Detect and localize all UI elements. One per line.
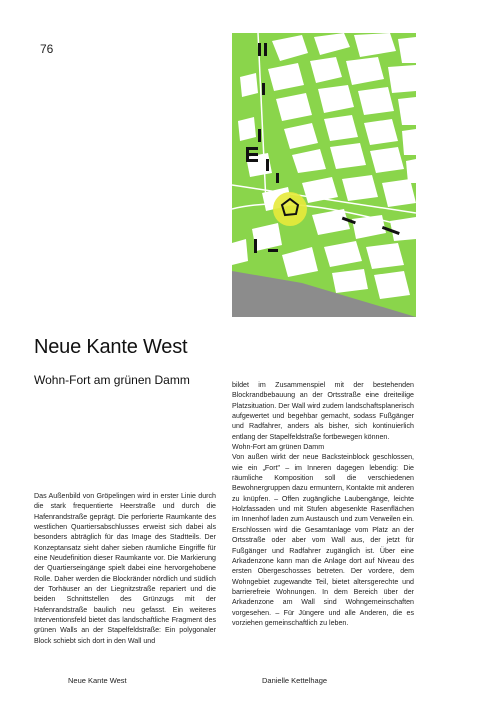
footer-author: Danielle Kettelhage [262,676,328,685]
site-map-drawing [232,33,416,317]
body-paragraph-left: Das Außenbild von Gröpelingen wird in erster Linie durch die stark frequentierte Heerstraße und durch die Hafenrandstraße geprägt. Die perforierte Raumkante des westlichen Quartiersabschlusses erweist sich dabei als besonders abträglich für das Image des Stadtteils. Der Konzeptansatz sieht daher sieben räumliche Eingriffe für eine Neudefinition dieser Raumkante vor. Die Markierung der Quartierseingänge spielt dabei eine hervorgehobene Rolle. Daher werden die Blockränder nördlich und südlich der Torhäuser an der Liegnitzstraße repariert und die beiden Schnittstellen des Grünzugs mit der Hafenrandstraße baulich neu gefasst. Ein weiteres Interventionsfeld bietet das landschaftliche Fragment des grünen Walls an der Stapelfeldstraße: Ein polygonaler Block schiebt sich dort in den Wall und [34,492,216,645]
page-number: 76 [40,42,54,56]
article-title: Neue Kante West [34,336,188,358]
text-column-left [34,491,216,646]
text-column-right [232,380,414,628]
site-map [232,33,416,317]
body-paragraph-right-1: bildet im Zusammenspiel mit der bestehenden Blockrandbebauung an der Ortsstraße eine dreiteilige Platzsituation. Der Wall wird zudem landschaftsplanerisch aufgewertet und begehbar gemacht, sodass Fußgänger und Radfahrer, anders als bisher, sich kontinuierlich entlang der Stapelfeldstraße fortbewegen können. [232,381,414,441]
article-subtitle: Wohn-Fort am grünen Damm [34,373,190,387]
section-subheading: Wohn-Fort am grünen Damm [232,443,325,452]
footer-title: Neue Kante West [68,676,127,685]
body-paragraph-right-2: Von außen wirkt der neue Backsteinblock geschlossen, wie ein „Fort" – im Inneren dagegen lebendig: Die räumliche Komposition soll die verschiedenen Bewohnergruppen dazu ermuntern, Kontakte mit anderen zu knüpfen. – Offen zugängliche Laubengänge, leichte Holzfassaden und mit Stufen abgesenkte Rasenflächen im Innenhof laden zum Austausch und zum Verweilen ein. Erschlossen wird die Gesamtanlage vom Platz an der Ortsstraße oder aber vom Wall aus, der jetzt für Fußgänger und Radfahrer zugänglich ist. Über eine Arkadenzone kann man die Anlage dort auf Niveau des ersten Obergeschosses betreten. Der vordere, dem Wohngebiet zugewandte Teil, bietet altersgerechte und barrierefreie Wohnungen. In dem Bereich über der Arkadenzone am Wall sind Wohngemeinschaften vorgesehen. – Für Jüngere und alle Anderen, die es vorziehen gemeinschaftlich zu leben. [232,453,414,627]
